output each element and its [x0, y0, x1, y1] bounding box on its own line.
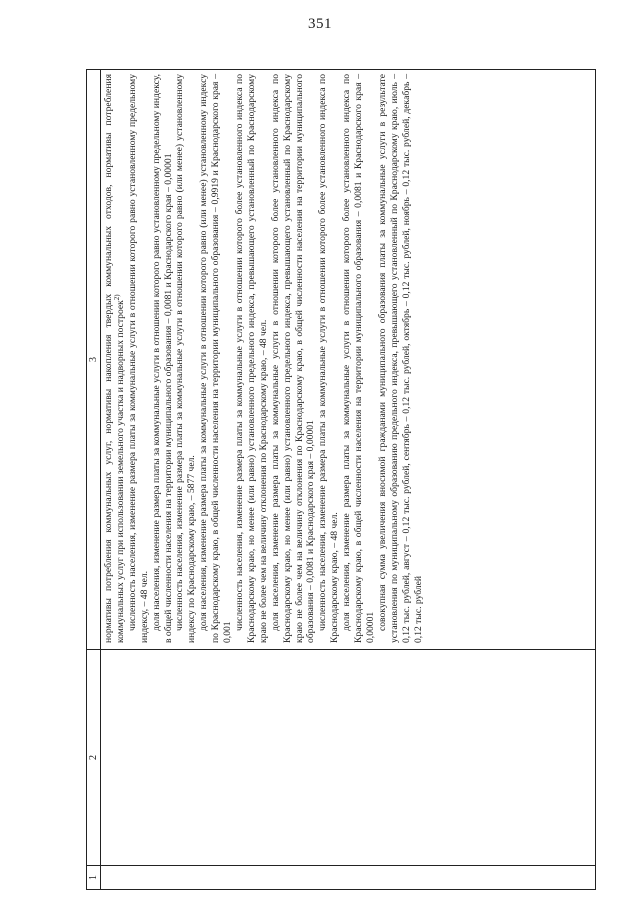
table-row: [101, 70, 596, 890]
paragraph-norms: нормативы потребления коммунальных услуг, нормативы накопления твердых коммунальных отходов, нормативы потребления коммунальных услуг при использовании земельного участка и надворных построек$^{2)}$: [103, 74, 126, 643]
page-number: 351: [308, 16, 332, 32]
paragraph-3: численность населения, изменение размера платы за коммунальные услуги в отношении которого равно (или менее) установленному индексу по Краснодарскому краю, – 5877 чел.: [174, 74, 198, 643]
paragraph-4: доля населения, изменение размера платы за коммунальные услуги в отношении которого равно (или менее) установленному индексу по Краснодарскому краю, в общей численности населения на территории муниципального образования – 0,9919 и Краснодарского края – 0,001: [198, 74, 234, 643]
cell-col3: [101, 70, 596, 650]
paragraph-8: доля населения, изменение размера платы за коммунальные услуги в отношении которого более установленного индекса по Краснодарскому краю, в общей численности населения на территории муниципального образования – 0,0081 и Краснодарского края – 0,00001: [341, 74, 376, 643]
column-header-1: 1: [87, 866, 101, 890]
data-table: [86, 69, 596, 890]
column-header-3: 3: [87, 70, 101, 650]
table-header-row: [87, 70, 101, 890]
paragraph-5: численность населения, изменение размера платы за коммунальные услуги в отношении которого более установленного индекса по Краснодарскому краю, но менее (или равно) установленного предельного индекса, превышающего установленный по Краснодарскому краю не более чем на величину отклонения по Краснодарскому краю, – 48 чел.: [233, 74, 269, 643]
cell-col1: [101, 866, 596, 890]
paragraph-9: совокупная сумма увеличения вносимой гражданами муниципального образования платы за коммунальные услуги в результате установления по муниципальному образованию предельного индекса, превышающего установленный по Краснодарскому краю, июль – 0,12 тыс. рублей, август – 0,12 тыс. рублей, сентябрь – 0,12 тыс. рублей, октябрь – 0,12 тыс. рублей, ноябрь – 0,12 тыс. рублей, декабрь – 0,12 тыс. рублей: [376, 74, 424, 643]
paragraph-6: доля населения, изменение размера платы за коммунальные услуги в отношении которого более установленного индекса по Краснодарскому краю, но менее (или равно) установленного предельного индекса, превышающего установленный по Краснодарскому краю не более чем на величину отклонения по Краснодарскому краю, в общей численности населения на территории муниципального образования – 0,0081 и Краснодарского края – 0,00001: [269, 74, 317, 643]
paragraph-7: численность населения, изменение размера платы за коммунальные услуги в отношении которого более установленного индекса по Краснодарскому краю, – 48 чел.: [317, 74, 341, 643]
paragraph-2: доля населения, изменение размера платы за коммунальные услуги в отношении которого равно установленному предельному индексу, в общей численности населения на территории муниципального образования – 0,0081 и Краснодарского края – 0,00001: [150, 74, 174, 643]
column-header-2: 2: [87, 650, 101, 866]
footnote-mark: 2): [112, 294, 121, 301]
paragraph-1: численность населения, изменение размера платы за коммунальные услуги в отношении которого равно установленному предельному индексу, – 48 чел.: [126, 74, 150, 643]
cell-col2: [101, 650, 596, 866]
rotated-table-container: [86, 70, 596, 890]
